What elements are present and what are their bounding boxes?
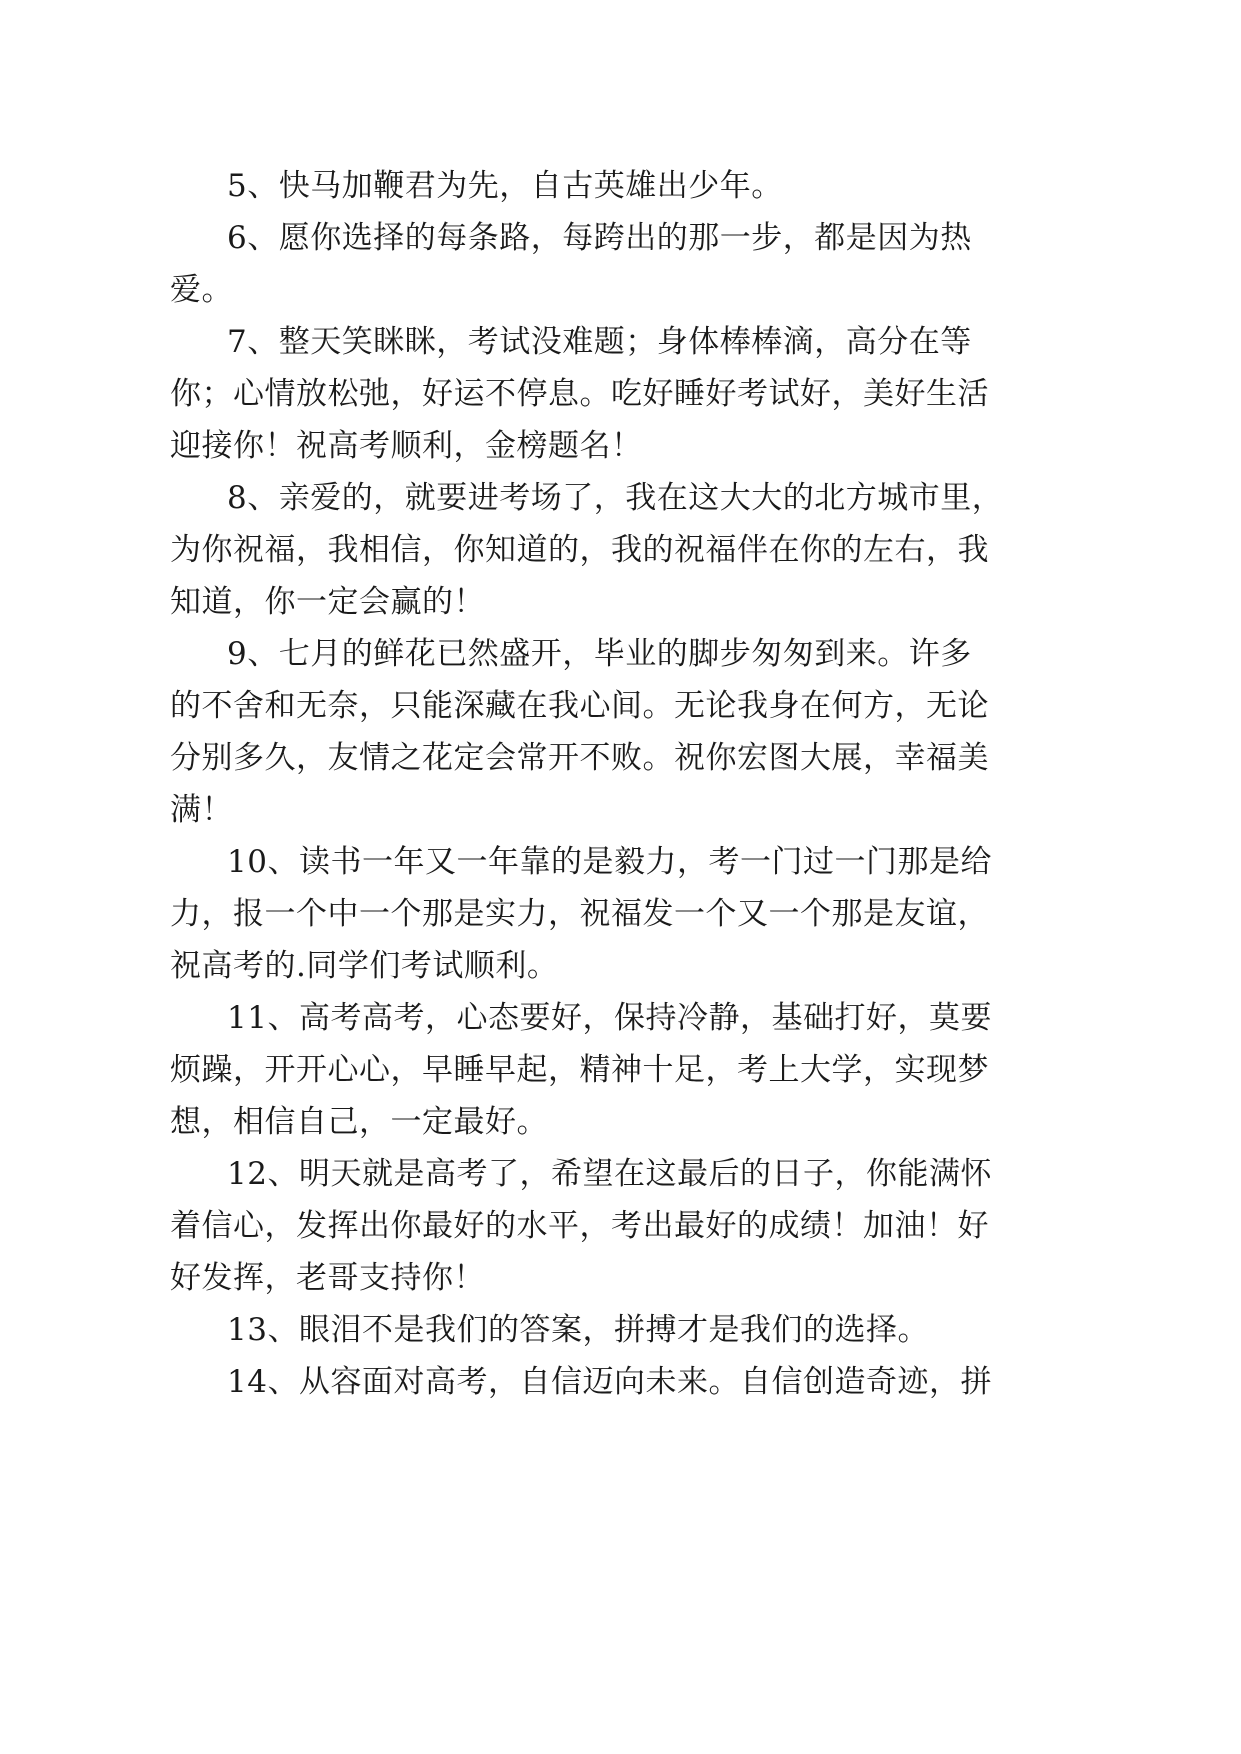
text-line: 5、快马加鞭君为先，自古英雄出少年。 [227, 168, 783, 204]
text-line: 7、整天笑眯眯，考试没难题；身体棒棒滴，高分在等 [227, 324, 972, 360]
text-line: 分别多久，友情之花定会常开不败。祝你宏图大展，幸福美 [170, 740, 989, 776]
text-line: 6、愿你选择的每条路，每跨出的那一步，都是因为热 [227, 220, 972, 256]
text-line: 8、亲爱的，就要进考场了，我在这大大的北方城市里， [227, 480, 1004, 516]
text-line: 力，报一个中一个那是实力，祝福发一个又一个那是友谊， [170, 896, 989, 932]
text-line: 为你祝福，我相信，你知道的，我的祝福伴在你的左右，我 [170, 532, 989, 568]
text-line: 13、眼泪不是我们的答案，拼搏才是我们的选择。 [227, 1312, 929, 1348]
text-line: 爱。 [170, 272, 233, 308]
text-line: 着信心，发挥出你最好的水平，考出最好的成绩！加油！好 [170, 1208, 989, 1244]
text-line: 祝高考的.同学们考试顺利。 [170, 948, 559, 984]
text-line: 你；心情放松弛，好运不停息。吃好睡好考试好，美好生活 [170, 376, 989, 412]
text-line: 14、从容面对高考，自信迈向未来。自信创造奇迹，拼 [227, 1364, 992, 1400]
text-line: 满！ [170, 792, 233, 828]
text-line: 10、读书一年又一年靠的是毅力，考一门过一门那是给 [227, 844, 992, 880]
text-line: 的不舍和无奈，只能深藏在我心间。无论我身在何方，无论 [170, 688, 989, 724]
text-line: 好发挥，老哥支持你！ [170, 1260, 485, 1296]
text-line: 12、明天就是高考了，希望在这最后的日子，你能满怀 [227, 1156, 992, 1192]
text-line: 知道，你一定会赢的！ [170, 584, 485, 620]
text-line: 想，相信自己，一定最好。 [170, 1104, 548, 1140]
text-line: 11、高考高考，心态要好，保持冷静，基础打好，莫要 [227, 1000, 992, 1036]
text-line: 烦躁，开开心心，早睡早起，精神十足，考上大学，实现梦 [170, 1052, 989, 1088]
text-line: 迎接你！祝高考顺利，金榜题名！ [170, 428, 643, 464]
text-line: 9、七月的鲜花已然盛开，毕业的脚步匆匆到来。许多 [227, 636, 972, 672]
